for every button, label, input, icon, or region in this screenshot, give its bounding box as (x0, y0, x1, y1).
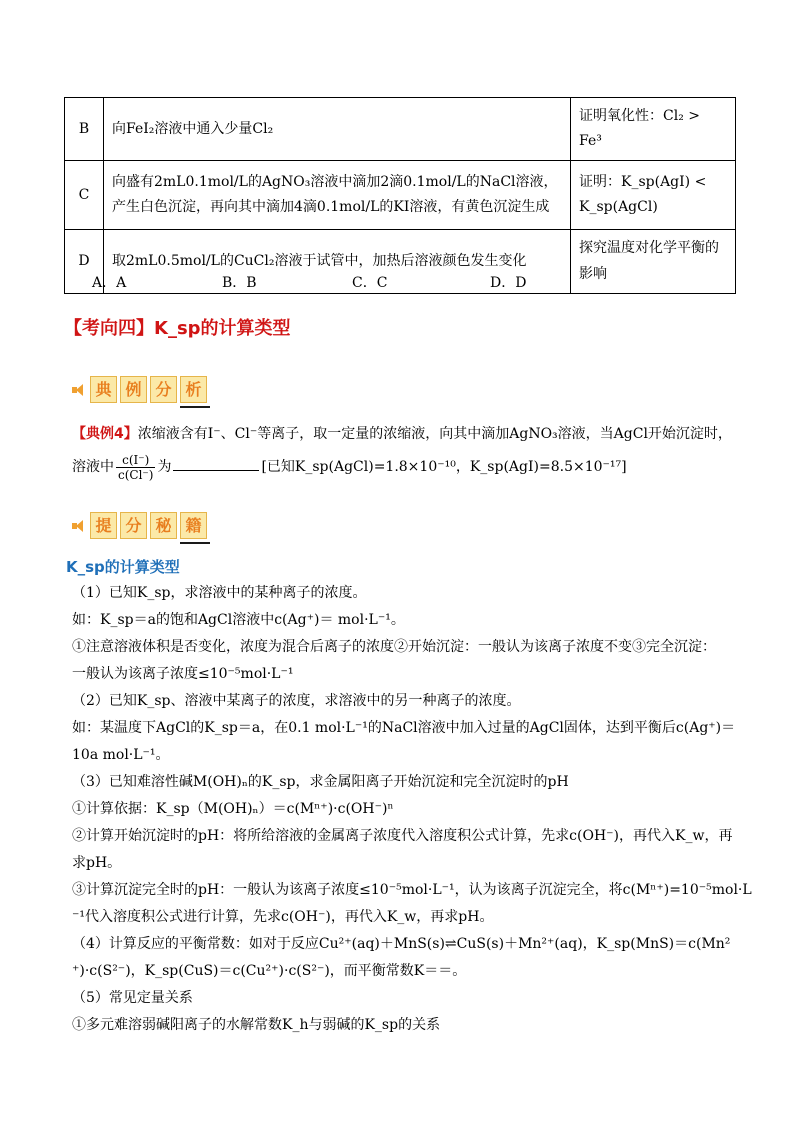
row-conclusion: 证明氧化性：Cl₂ > Fe³ (571, 98, 736, 161)
row-experiment: 向盛有2mL0.1mol/L的AgNO₃溶液中滴加2滴0.1mol/L的NaCl溶液，产生白色沉淀，再向其中滴加4滴0.1mol/L的KI溶液，有黄色沉淀生成 (104, 161, 571, 230)
table-row (65, 230, 736, 293)
banner-char: 秘 (150, 512, 177, 539)
options-table (64, 97, 736, 294)
banner-underline (180, 406, 210, 408)
table-row (65, 98, 736, 161)
choice-b[interactable]: B．B (222, 275, 257, 291)
speaker-icon (72, 384, 86, 396)
row-experiment: 取2mL0.5mol/L的CuCl₂溶液于试管中，加热后溶液颜色发生变化 (104, 230, 571, 293)
answer-blank[interactable] (173, 456, 259, 471)
text-line: 求pH。 (72, 855, 122, 871)
example-text: 浓缩液含有I⁻、Cl⁻等离子，取一定量的浓缩液，向其中滴加AgNO₃溶液，当AgCl开始沉淀时， (137, 426, 732, 442)
example-prefix: 溶液中 (72, 459, 114, 475)
text-line: 一般认为该离子浓度≤10⁻⁵mol·L⁻¹ (72, 666, 294, 682)
text-line: （1）已知K_sp，求溶液中的某种离子的浓度。 (72, 585, 367, 601)
row-conclusion: 探究温度对化学平衡的影响 (571, 230, 736, 293)
text-line: （5）常见定量关系 (72, 990, 193, 1006)
example-label: 【典例4】 (72, 426, 138, 442)
text-line: ③计算沉淀完全时的pH：一般认为该离子浓度≤10⁻⁵mol·L⁻¹，认为该离子沉淀完全，将c(Mⁿ⁺)=10⁻⁵mol·L (72, 882, 752, 898)
banner-example-analysis (72, 376, 210, 403)
text-line: ⁻¹代入溶度积公式进行计算，先求c(OH⁻)，再代入K_w，再求pH。 (72, 909, 494, 925)
text-line: 如：某温度下AgCl的K_sp＝a，在0.1 mol·L⁻¹的NaCl溶液中加入过量的AgCl固体，达到平衡后c(Ag⁺)＝ (72, 720, 736, 736)
banner-char: 籍 (180, 512, 207, 539)
banner-char: 分 (150, 376, 177, 403)
banner-char: 分 (120, 512, 147, 539)
example-line-1 (72, 424, 732, 444)
text-line: ①多元难溶弱碱阳离子的水解常数K_h与弱碱的K_sp的关系 (72, 1017, 441, 1033)
row-experiment: 向FeI₂溶液中通入少量Cl₂ (104, 98, 571, 161)
banner-char: 析 (180, 376, 207, 403)
example-mid: 为 (157, 459, 172, 475)
choice-c[interactable]: C．C (352, 275, 388, 291)
banner-underline (180, 542, 210, 544)
speaker-icon (72, 520, 86, 532)
text-line: 10a mol·L⁻¹。 (72, 747, 170, 763)
ksp-heading: K_sp的计算类型 (66, 558, 180, 576)
choice-d[interactable]: D．D (490, 275, 527, 291)
row-key: D (65, 230, 104, 293)
example-line-2 (72, 452, 627, 482)
table-row (65, 161, 736, 230)
choice-a[interactable]: A．A (92, 275, 127, 291)
text-line: ②计算开始沉淀时的pH：将所给溶液的金属离子浓度代入溶度积公式计算，先求c(OH⁻)，再代入K_w，再 (72, 828, 733, 844)
text-line: （3）已知难溶性碱M(OH)ₙ的K_sp，求金属阳离子开始沉淀和完全沉淀时的pH (72, 774, 569, 790)
banner-char: 典 (90, 376, 117, 403)
section-title: 【考向四】K_sp的计算类型 (64, 318, 291, 339)
row-key: B (65, 98, 104, 161)
row-key: C (65, 161, 104, 230)
ratio-fraction (116, 453, 155, 482)
banner-score-tips (72, 512, 210, 539)
banner-char: 提 (90, 512, 117, 539)
banner-char: 例 (120, 376, 147, 403)
text-line: （4）计算反应的平衡常数：如对于反应Cu²⁺(aq)＋MnS(s)⇌CuS(s)＋Mn²⁺(aq)，K_sp(MnS)＝c(Mn² (72, 936, 731, 952)
example-given-data: [已知K_sp(AgCl)=1.8×10⁻¹⁰，K_sp(AgI)=8.5×10⁻¹⁷] (261, 459, 627, 475)
fraction-numerator: c(I⁻) (116, 453, 155, 468)
row-conclusion: 证明：K_sp(AgI) < K_sp(AgCl) (571, 161, 736, 230)
text-line: ①计算依据：K_sp（M(OH)ₙ）＝c(Mⁿ⁺)·c(OH⁻)ⁿ (72, 801, 394, 817)
fraction-denominator: c(Cl⁻) (118, 467, 154, 482)
text-line: 如：K_sp＝a的饱和AgCl溶液中c(Ag⁺)＝ mol·L⁻¹。 (72, 612, 405, 628)
text-line: ⁺)·c(S²⁻)，K_sp(CuS)＝c(Cu²⁺)·c(S²⁻)，而平衡常数K＝＝。 (72, 963, 467, 979)
text-line: ①注意溶液体积是否变化，浓度为混合后离子的浓度②开始沉淀：一般认为该离子浓度不变③完全沉淀： (72, 639, 716, 655)
text-line: （2）已知K_sp、溶液中某离子的浓度，求溶液中的另一种离子的浓度。 (72, 693, 521, 709)
